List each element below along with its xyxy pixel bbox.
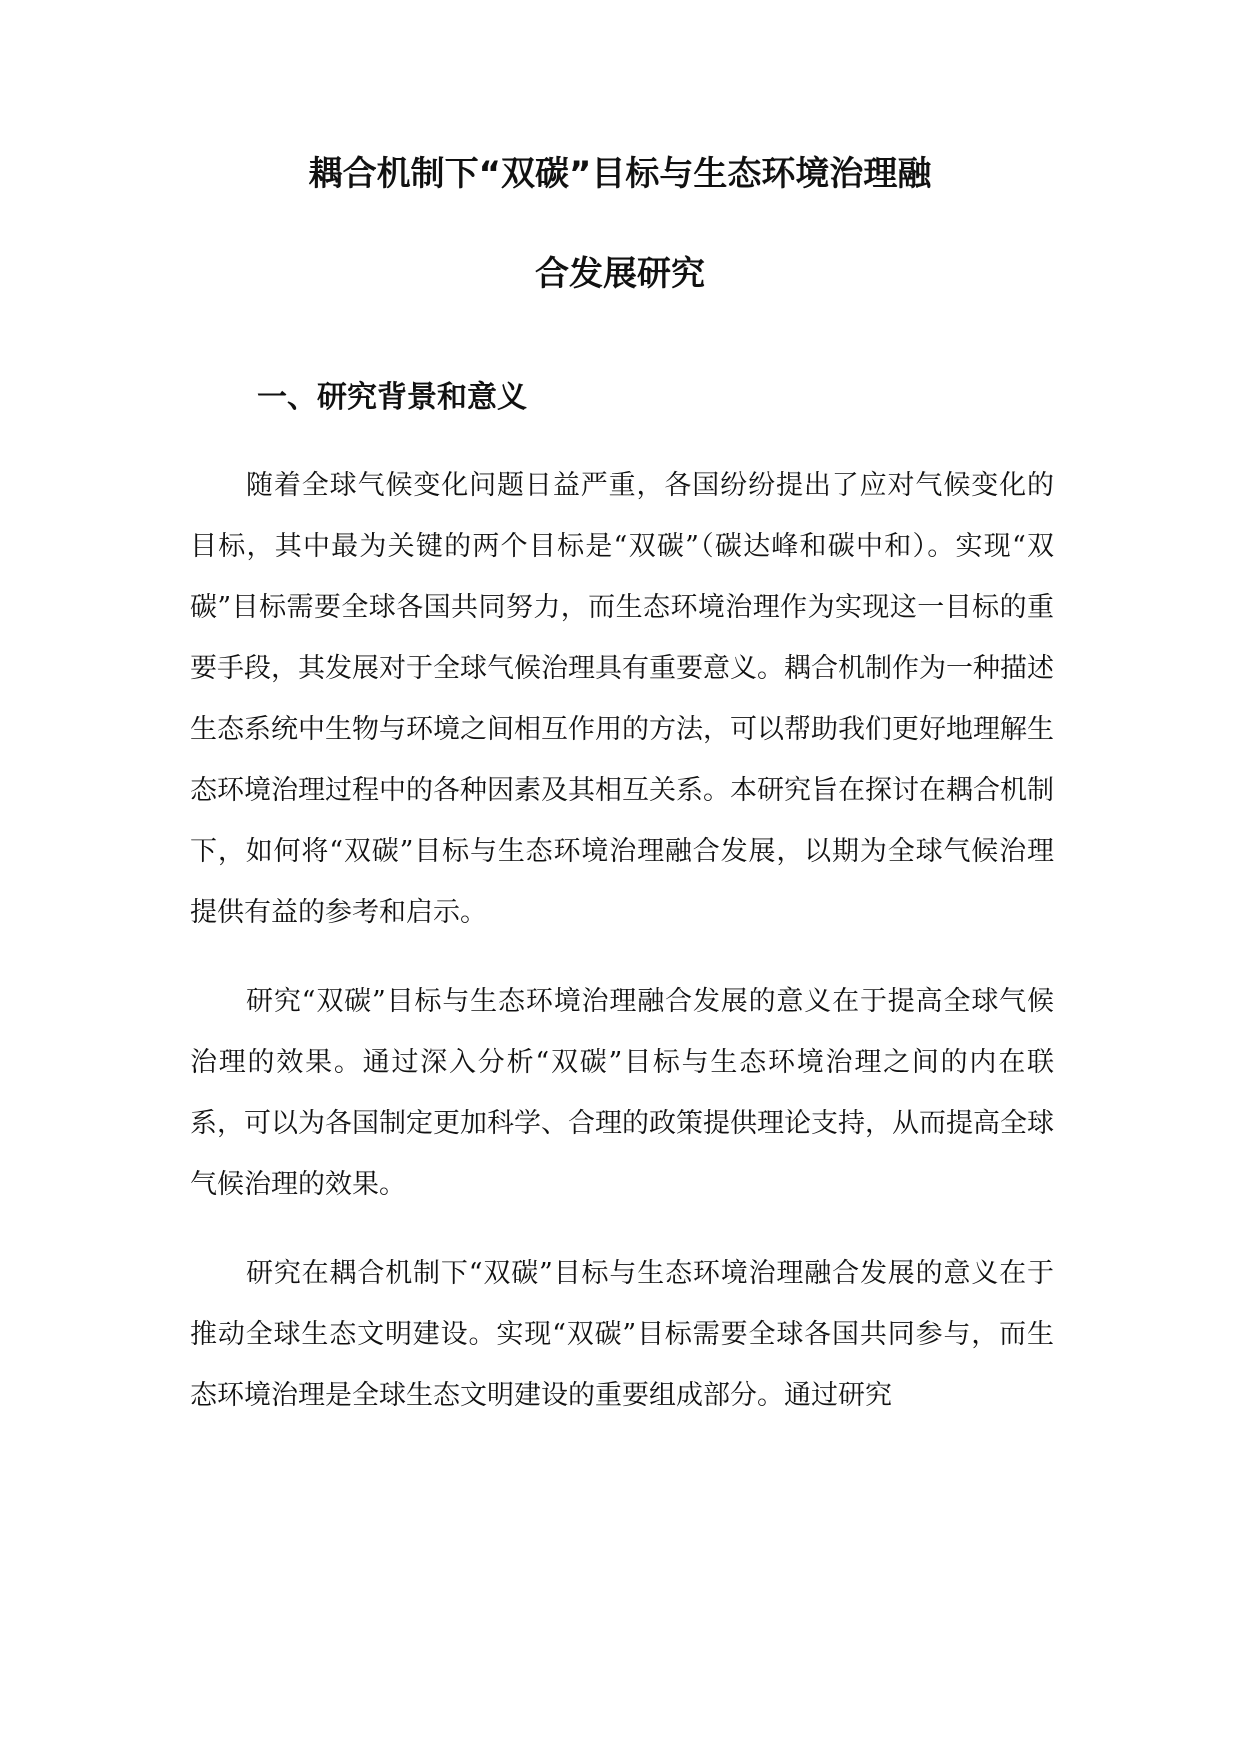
paragraph-1: 随着全球气候变化问题日益严重，各国纷纷提出了应对气候变化的目标，其中最为关键的两个目标是“双碳”（碳达峰和碳中和）。实现“双碳”目标需要全球各国共同努力，而生态环境治理作为实现这一目标的重要手段，其发展对于全球气候治理具有重要意义。耦合机制作为一种描述生态系统中生物与环境之间相互作用的方法，可以帮助我们更好地理解生态环境治理过程中的各种因素及其相互关系。本研究旨在探讨在耦合机制下，如何将“双碳”目标与生态环境治理融合发展，以期为全球气候治理提供有益的参考和启示。 [190,470,1054,928]
section-heading: 一、研究背景和意义 [257,380,527,415]
section-body [190,455,1054,1426]
paragraph-3: 研究在耦合机制下“双碳”目标与生态环境治理融合发展的意义在于推动全球生态文明建设。实现“双碳”目标需要全球各国共同参与，而生态环境治理是全球生态文明建设的重要组成部分。通过研究 [190,1258,1054,1411]
paragraph-2: 研究“双碳”目标与生态环境治理融合发展的意义在于提高全球气候治理的效果。通过深入分析“双碳”目标与生态环境治理之间的内在联系，可以为各国制定更加科学、合理的政策提供理论支持，从而提高全球气候治理的效果。 [190,986,1054,1200]
document-title-line-1: 耦合机制下“双碳”目标与生态环境治理融 [308,154,932,194]
document-title-line-2: 合发展研究 [535,254,705,294]
